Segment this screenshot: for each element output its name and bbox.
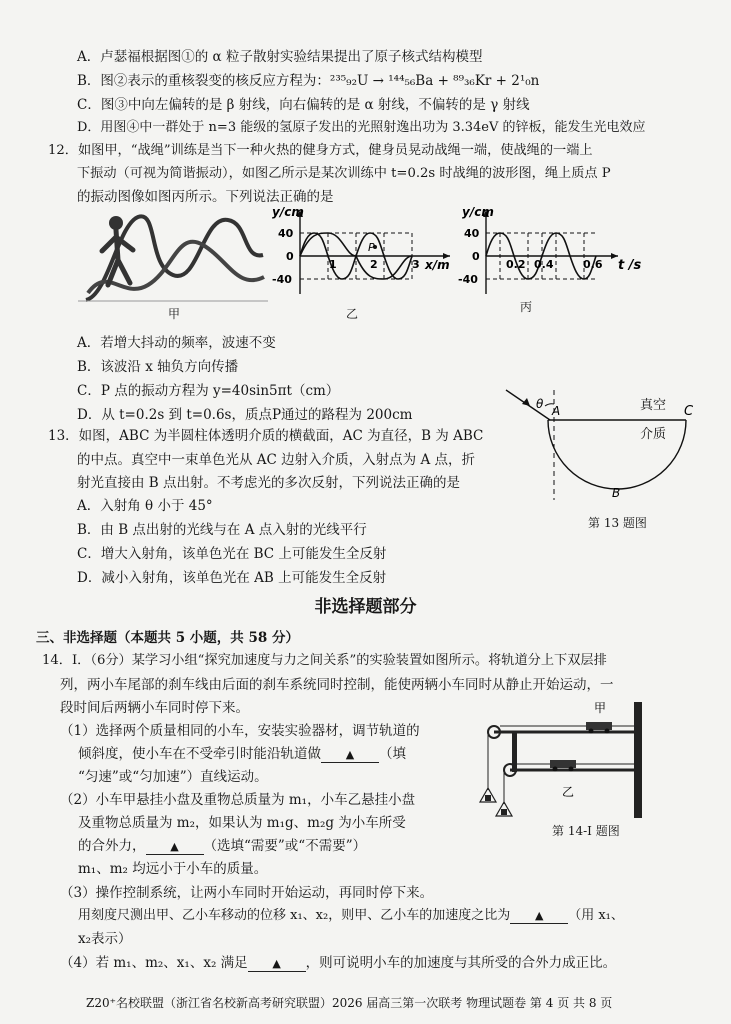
q13-label-medium: 介质	[640, 427, 667, 442]
bing-tick-40: 40	[464, 227, 480, 240]
q13-option-c: C．增大入射角，该单色光在 BC 上可能发生全反射	[77, 546, 387, 562]
q13-option-d: D．减小入射角，该单色光在 AB 上可能发生全反射	[77, 570, 387, 586]
bing-tick-02: 0.2	[506, 258, 526, 271]
q14-part1-line3: “匀速”或“匀加速”）直线运动。	[78, 769, 268, 785]
q14-part3-line1: （3）操作控制系统，让两小车同时开始运动，再同时停下来。	[60, 885, 434, 901]
q14-fig-label-jia: 甲	[594, 701, 607, 715]
yi-tick-40: 40	[278, 227, 294, 240]
q13-stem-line1: 13．如图，ABC 为半圆柱体透明介质的横截面，AC 为直径，B 为 ABC	[48, 428, 484, 444]
q12-stem-line2: 下振动（可视为简谐振动），如图乙所示是某次训练中 t=0.2s 时战绳的波形图，绳上质点 P	[77, 166, 611, 181]
q12-figure-yi	[272, 202, 457, 297]
q14-figure	[476, 692, 676, 820]
bing-tick-m40: -40	[458, 273, 478, 286]
q14-part1-line2: 倾斜度，使小车在不受牵引时能沿轨道做 ▲ （填	[78, 746, 406, 762]
q13-label-b: B	[612, 486, 621, 500]
q12-fig-yi-label: 乙	[346, 307, 359, 321]
section-title: 非选择题部分	[314, 597, 417, 617]
yi-tick-m40: -40	[272, 273, 292, 286]
q14-part2-line2: 及重物总质量为 m₂，如果认为 m₁g、m₂g 为小车所受	[78, 815, 406, 831]
q13-label-c: C	[684, 404, 694, 419]
bing-ylabel: y/cm	[462, 205, 494, 219]
yi-xlabel: x/m	[425, 258, 450, 272]
yi-label-p: P	[368, 241, 375, 254]
q13-stem-line2: 的中点。真空中一束单色光从 AC 边射入介质，入射点为 A 点，折	[77, 452, 475, 468]
q14-part1-line1: （1）选择两个质量相同的小车，安装实验器材，调节轨道的	[60, 723, 420, 739]
q12-option-a: A．若增大抖动的频率，波速不变	[77, 335, 276, 351]
q14-blank-1[interactable]: ▲	[321, 748, 379, 763]
q14-stem-line3: 段时间后两辆小车同时停下来。	[60, 700, 249, 716]
bing-tick-06: 0.6	[583, 258, 603, 271]
yi-ylabel: y/cm	[272, 205, 304, 219]
q14-brake-post	[634, 702, 642, 818]
q12-fig-jia-label: 甲	[168, 307, 181, 321]
q12-figure-bing	[456, 202, 646, 297]
q11-option-b: B．图②表示的重核裂变的核反应方程为：²³⁵₉₂U → ¹⁴⁴₅₆Ba + ⁸⁹₃₆Kr + 2¹₀n	[77, 73, 540, 89]
q13-label-a: A	[552, 404, 561, 418]
q14-part3-line2: 用刻度尺测出甲、乙小车移动的位移 x₁、x₂，则甲、乙小车的加速度之比为 ▲ （用 x₁、	[78, 908, 624, 923]
q13-stem-line3: 射光直接由 B 点出射。不考虑光的多次反射，下列说法正确的是	[77, 475, 461, 491]
page-footer: Z20⁺名校联盟（浙江省名校新高考研究联盟）2026 届高三第一次联考 物理试题卷 第 4 页 共 8 页	[86, 996, 613, 1010]
yi-tick-1: 1	[329, 258, 337, 271]
q13-label-theta: θ	[536, 397, 544, 411]
bing-xlabel: t /s	[618, 258, 642, 273]
q14-part2-line4: m₁、m₂ 均远小于小车的质量。	[78, 861, 268, 877]
q12-option-b: B．该波沿 x 轴负方向传播	[77, 359, 239, 375]
q14-part4: （4）若 m₁、m₂、x₁、x₂ 满足 ▲ ，则可说明小车的加速度与其所受的合外力成正比。	[60, 955, 617, 971]
q14-fig-label-yi: 乙	[562, 785, 575, 799]
q14-part3-line3: x₂表示）	[78, 931, 132, 947]
q11-option-c: C．图③中向左偏转的是 β 射线，向右偏转的是 α 射线，不偏转的是 γ 射线	[77, 97, 530, 113]
q14-part2-line3: 的合外力， ▲ （选填“需要”或“不需要”）	[78, 838, 367, 854]
yi-tick-3: 3	[412, 258, 420, 271]
q13-option-b: B．由 B 点出射的光线与在 A 点入射的光线平行	[77, 522, 367, 538]
bing-tick-04: 0.4	[534, 258, 554, 271]
yi-tick-0: 0	[286, 250, 294, 263]
q14-blank-3[interactable]: ▲	[510, 909, 568, 924]
q13-label-vacuum: 真空	[640, 398, 667, 413]
q14-part2-line1: （2）小车甲悬挂小盘及重物总质量为 m₁，小车乙悬挂小盘	[60, 792, 416, 808]
q11-option-d: D．用图④中一群处于 n=3 能级的氢原子发出的光照射逸出功为 3.34eV 的锌板，能发生光电效应	[77, 120, 646, 135]
q14-blank-2[interactable]: ▲	[146, 840, 204, 855]
bing-tick-0: 0	[472, 250, 480, 263]
q12-figure-jia	[78, 205, 268, 305]
q11-option-a: A．卢瑟福根据图①的 α 粒子散射实验结果提出了原子核式结构模型	[77, 49, 483, 65]
q13-option-a: A．入射角 θ 小于 45°	[77, 498, 213, 514]
q14-stem-line2: 列，两小车尾部的刹车线由后面的刹车系统同时控制，能使两辆小车同时从静止开始运动，一	[60, 677, 614, 693]
q12-option-c: C．P 点的振动方程为 y=40sin5πt（cm）	[77, 383, 340, 399]
q13-figure	[500, 384, 700, 502]
q12-stem-line1: 12．如图甲，“战绳”训练是当下一种火热的健身方式，健身员晃动战绳一端，使战绳的一端上	[48, 143, 593, 158]
q14-stem-line1: 14．I．（6分）某学习小组“探究加速度与力之间关系”的实验装置如图所示。将轨道分上下双层排	[42, 653, 607, 668]
section-heading: 三、非选择题（本题共 5 小题，共 58 分）	[36, 630, 299, 646]
q13-caption: 第 13 题图	[588, 516, 647, 530]
q14-blank-4[interactable]: ▲	[248, 957, 306, 972]
q12-fig-bing-label: 丙	[520, 300, 533, 314]
yi-tick-2: 2	[370, 258, 378, 271]
q12-stem-line3: 的振动图像如图丙所示。下列说法正确的是	[77, 189, 334, 205]
q14-caption: 第 14-I 题图	[552, 824, 620, 838]
q12-option-d: D．从 t=0.2s 到 t=0.6s，质点P通过的路程为 200cm	[77, 407, 413, 423]
